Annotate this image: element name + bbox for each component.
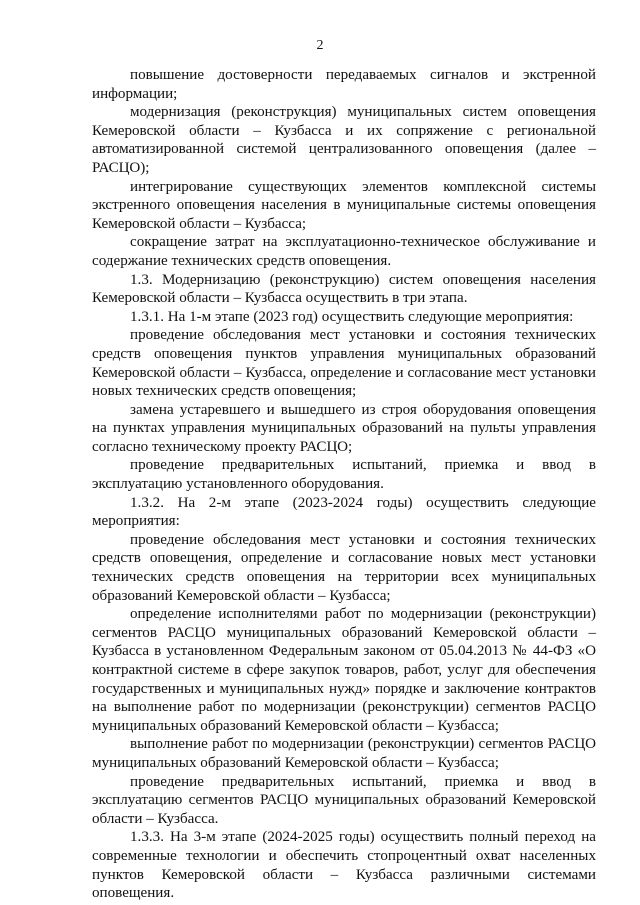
paragraph-stage1-inspection: проведение обследования мест установки и состояния технических средств оповещения пунктов управления муниципальных образований Кемеровской области – Кузбасса, определение и согласование мест установки новых технических средств оповещения; [92, 327, 596, 400]
paragraph-section-1-3-2: 1.3.2. На 2-м этапе (2023-2024 годы) осуществить следующие мероприятия: [92, 494, 596, 530]
paragraph-stage2-contractors: определение исполнителями работ по модернизации (реконструкции) сегментов РАСЦО муниципальных образований Кемеровской области – Кузбасса в установленном Федеральным законом от 05.04.2013 № 44-ФЗ «О контрактной системе в сфере закупок товаров, работ, услуг для обеспечения государственных и муниципальных нужд» порядке и заключение контрактов на выполнение работ по модернизации (реконструкции) сегментов РАСЦО муниципальных образований Кемеровской области – Кузбасса; [92, 606, 596, 734]
paragraph-municipal-systems-modernization: модернизация (реконструкция) муниципальных систем оповещения Кемеровской области – Кузбасса и их сопряжение с региональной автоматизированной системой централизованного оповещения (далее – РАСЦО); [92, 104, 596, 176]
paragraph-section-1-3: 1.3. Модернизацию (реконструкцию) систем оповещения населения Кемеровской области – Кузбасса осуществить в три этапа. [92, 271, 596, 307]
paragraph-stage1-testing: проведение предварительных испытаний, приемка и ввод в эксплуатацию установленного оборудования. [92, 457, 596, 493]
paragraph-stage1-replacement: замена устаревшего и вышедшего из строя оборудования оповещения на пунктах управления муниципальных образований на пульты управления согласно техническому проекту РАСЦО; [92, 401, 596, 455]
paragraph-stage2-works: выполнение работ по модернизации (реконструкции) сегментов РАСЦО муниципальных образований Кемеровской области – Кузбасса; [92, 736, 596, 771]
paragraph-stage2-testing: проведение предварительных испытаний, приемка и ввод в эксплуатацию сегментов РАСЦО муниципальных образований Кемеровской области – Кузбасса. [92, 773, 596, 827]
page-number: 2 [316, 38, 324, 53]
document-body [92, 66, 596, 903]
paragraph-cost-reduction: сокращение затрат на эксплуатационно-техническое обслуживание и содержание технических средств оповещения. [92, 234, 596, 269]
paragraph-stage2-inspection: проведение обследования мест установки и состояния технических средств оповещения, определение и согласование новых мест установки технических средств оповещения на территории всех муниципальных образований Кемеровской области – Кузбасса; [92, 531, 596, 604]
paragraph-signal-reliability: повышение достоверности передаваемых сигналов и экстренной информации; [92, 67, 596, 102]
paragraph-integration: интегрирование существующих элементов комплексной системы экстренного оповещения населения в муниципальные системы оповещения Кемеровской области – Кузбасса; [92, 178, 596, 232]
paragraph-section-1-3-1: 1.3.1. На 1-м этапе (2023 год) осуществить следующие мероприятия: [130, 308, 574, 325]
paragraph-section-1-3-3: 1.3.3. На 3-м этапе (2024-2025 годы) осуществить полный переход на современные технологии и обеспечить стопроцентный охват населенных пунктов Кемеровской области – Кузбасса различными системами оповещения. [92, 829, 596, 902]
